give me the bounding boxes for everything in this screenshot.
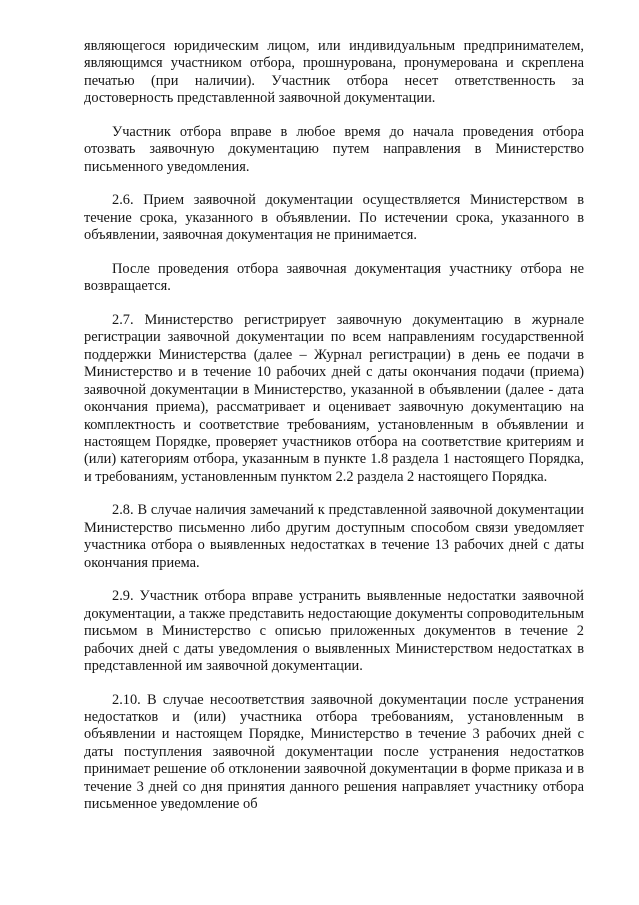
paragraph-no-return: После проведения отбора заявочная документация участнику отбора не возвращается. [84,260,584,295]
paragraph-2-7: 2.7. Министерство регистрирует заявочную документацию в журнале регистрации заявочной документации по всем направлениям государственной поддержки Министерства (далее – Журнал регистрации) в день ее подачи в Министерство и в течение 10 рабочих дней с даты окончания подачи (приема) заявочной документации в Министерство, указанной в объявлении (далее - дата окончания приема), рассматривает и оценивает заявочную документацию на комплектность и соответствие требованиям, установленным в объявлении и настоящем Порядке, проверяет участников отбора на соответствие критериям и (или) категориям отбора, указанным в пункте 1.8 раздела 1 настоящего Порядка, и требованиям, установленным пунктом 2.2 раздела 2 настоящего Порядка. [84,312,584,485]
paragraph-continuation: являющегося юридическим лицом, или индивидуальным предпринимателем, являющимся участником отбора, прошнурована, пронумерована и скреплена печатью (при наличии). Участник отбора несет ответственность за достоверность представленной заявочной документации. [84,38,584,107]
paragraph-withdrawal: Участник отбора вправе в любое время до начала проведения отбора отозвать заявочную документацию путем направления в Министерство письменного уведомления. [84,123,584,175]
paragraph-2-8: 2.8. В случае наличия замечаний к представленной заявочной документации Министерство письменно либо другим доступным способом связи уведомляет участника отбора о выявленных недостатках в течение 13 рабочих дней с даты окончания приема. [84,502,584,571]
paragraph-2-9: 2.9. Участник отбора вправе устранить выявленные недостатки заявочной документации, а также представить недостающие документы сопроводительным письмом в Министерство с описью приложенных документов в течение 2 рабочих дней с даты уведомления о выявленных Министерством недостатках в представленной им заявочной документации. [84,588,584,674]
document-page [84,38,584,814]
paragraph-2-6: 2.6. Прием заявочной документации осуществляется Министерством в течение срока, указанного в объявлении. По истечении срока, указанного в объявлении, заявочная документация не принимается. [84,192,584,244]
paragraph-2-10: 2.10. В случае несоответствия заявочной документации после устранения недостатков и (или) участника отбора требованиям, установленным в объявлении и настоящем Порядке, Министерство в течение 3 рабочих дней с даты поступления заявочной документации после устранения недостатков принимает решение об отклонении заявочной документации в форме приказа и в течение 3 дней со дня принятия данного решения направляет участнику отбора письменное уведомление об [84,691,584,813]
